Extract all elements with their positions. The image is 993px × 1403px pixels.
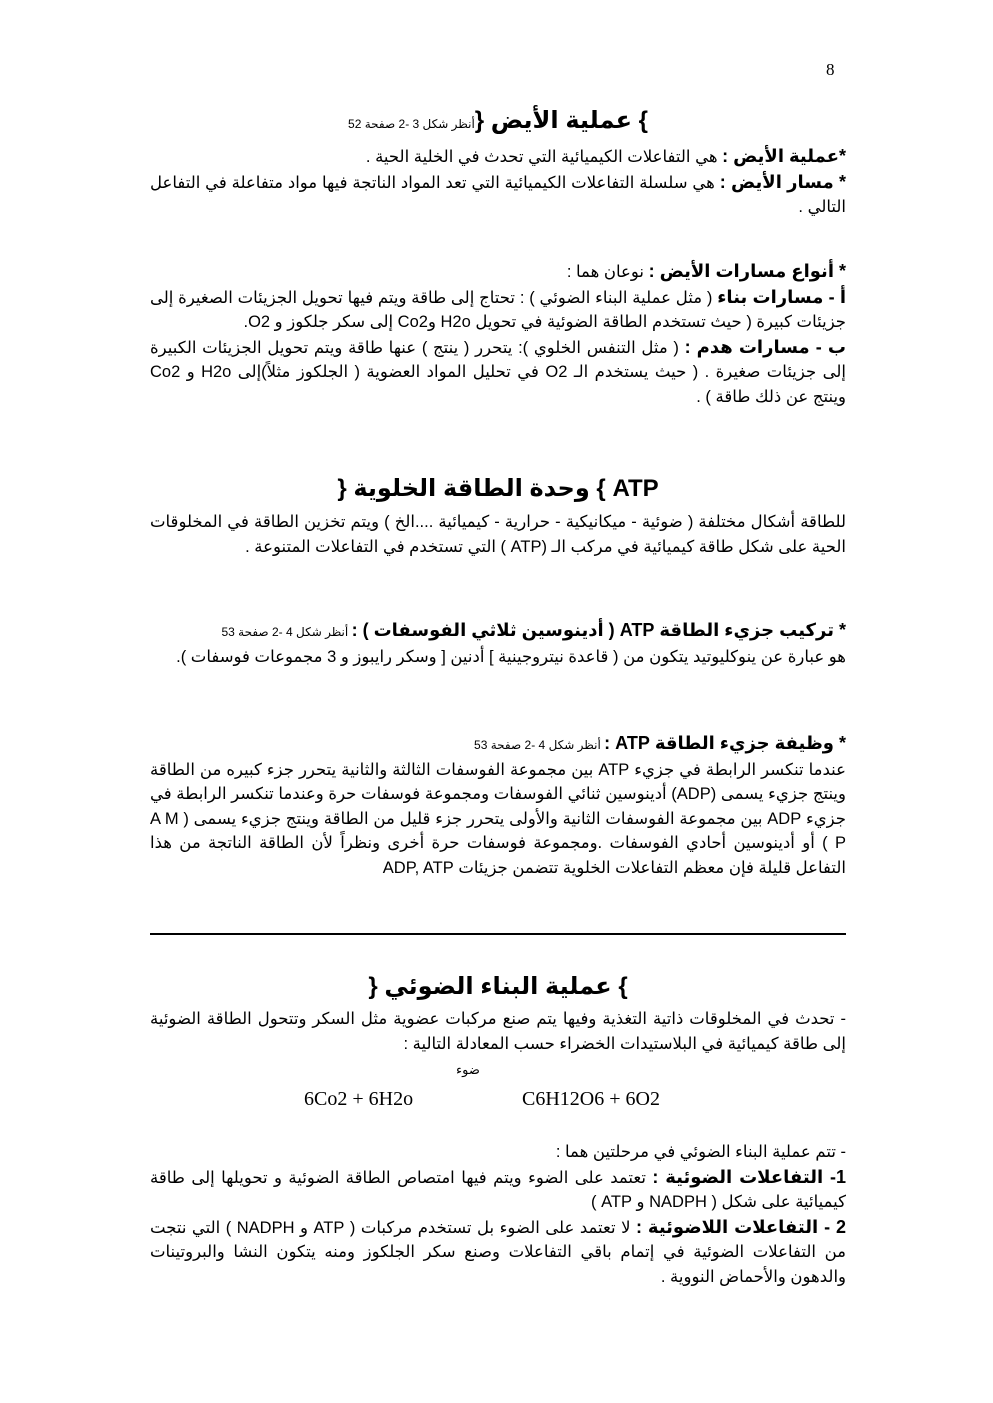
section-title-atp: ATP } وحدة الطاقة الخلوية { xyxy=(337,475,659,502)
atp-function xyxy=(150,731,846,880)
atp-function-figure-ref: أنظر شكل 4 -2 صفحة 53 xyxy=(474,738,605,752)
photosynthesis-stages xyxy=(150,1140,846,1289)
metabolic-pathway-definition: * مسار الأيض : هي سلسلة التفاعلات الكيميائية التي تعد المواد الناتجة فيها مواد متفاعلة في التفاعل التالي . xyxy=(150,171,846,216)
catabolic-pathway: ب - مسارات هدم : ( مثل التنفس الخلوي ): يتحرر ( ينتج ) عنها طاقة ويتم تحويل الجزيئات الكبيرة إلى جزيئات صغيرة . ( حيث يستخدم الـ O2 في تحليل المواد العضوية ( الجلكوز مثلاً)إلى H2o و Co2 وينتج عن ذلك طاقة ) . xyxy=(150,336,846,406)
metabolism-title: } عملية الأيض { xyxy=(474,107,648,134)
atp-structure-figure-ref: أنظر شكل 4 -2 صفحة 53 xyxy=(221,625,352,639)
atp-intro: للطاقة أشكال مختلفة ( ضوئية - ميكانيكية - حرارية - كيميائية ....الخ ) ويتم تخزين الطاقة في المخلوقات الحية على شكل طاقة كيميائية في مركب الـ (ATP ) التي تستخدم في التفاعلات المتنوعة . xyxy=(150,513,846,556)
atp-function-body: عندما تنكسر الرابطة في جزيء ATP بين مجموعة الفوسفات الثالثة والثانية يتحرر جزء كبيره من الطاقة وينتج جزيء يسمى (ADP) أدينوسين ثنائي الفوسفات ومجموعة فوسفات حرة وعندما تنكسر الرابطة في جزيء ADP بين مجموعة الفوسفات الثانية والأولى يتحرر جزء قليل من الطاقة وينتج جزيء يسمى ( A M P ) أو أدينوسين أحادي الفوسفات .ومجموعة فوسفات حرة أخرى ونظراً لأن الطاقة الناتجة من هذا التفاعل قليلة فإن معظم التفاعلات الخلوية تتضمن جزيئات ADP, ATP xyxy=(150,760,846,877)
equation-products: C6H12O6 + 6O2 xyxy=(522,1088,660,1110)
metabolic-pathway-term: * مسار الأيض : xyxy=(719,171,846,192)
section-title-metabolism xyxy=(150,106,846,139)
page-number: 8 xyxy=(826,60,835,79)
photosynthesis-intro: - تحدث في المخلوقات ذاتية التغذية وفيها يتم صنع مركبات عضوية مثل السكر وتتحول الطاقة الضوئية إلى طاقة كيميائية في البلاستيدات الخضراء حسب المعادلة التالية : xyxy=(150,1010,846,1053)
atp-structure xyxy=(150,618,846,669)
metabolism-term: *عملية الأيض : xyxy=(722,146,846,166)
atp-structure-body: هو عبارة عن ينوكليوتيد يتكون من ( قاعدة نيتروجينية ] أدنين [ وسكر رايبوز و 3 مجموعات فوسفات ). xyxy=(176,647,846,666)
atp-function-heading: * وظيفة جزيء الطاقة ATP : أنظر شكل 4 -2 صفحة 53 xyxy=(474,733,846,753)
anabolic-pathway: أ - مسارات بناء ( مثل عملية البناء الضوئي ) : تحتاج إلى طاقة ويتم فيها تحويل الجزيئات الصغيرة إلى جزيئات كبيرة ( حيث تستخدم الطاقة الضوئية في تحويل H2o وCo2 إلى سكر جلكوز و O2. xyxy=(150,286,846,331)
pathway-types xyxy=(150,259,846,409)
metabolism-definitions xyxy=(150,144,846,220)
equation-reactants: 6Co2 + 6H2o xyxy=(304,1088,414,1110)
metabolism-figure-ref: أنظر شكل 3 -2 صفحة 52 xyxy=(348,117,475,131)
dark-reactions: 2 - التفاعلات اللاضوئية : لا تعتمد على الضوء بل تستخدم مركبات ( ATP و NADPH ) التي نتجت من التفاعلات الضوئية في إتمام باقي التفاعلات وصنع سكر الجلكوز ومنه يتكون النشا والبروتينات والدهون والأحماض النووية . xyxy=(150,1216,846,1286)
section-title-photosynthesis: } عملية البناء الضوئي { xyxy=(368,973,628,1000)
photosynthesis-equation xyxy=(150,1062,846,1118)
light-reactions: 1- التفاعلات الضوئية : تعتمد على الضوء ويتم فيها امتصاص الطاقة الضوئية و تحويلها إلى طاقة كيميائية على شكل ( NADPH و ATP ) xyxy=(150,1166,846,1211)
pathway-types-heading: * أنواع مسارات الأيض : نوعان هما : xyxy=(566,261,846,281)
equation-light-label: ضوء xyxy=(456,1062,480,1077)
section-divider xyxy=(150,933,846,935)
stages-intro: - تتم عملية البناء الضوئي في مرحلتين هما : xyxy=(555,1143,846,1161)
metabolism-definition: *عملية الأيض : هي التفاعلات الكيميائية التي تحدث في الخلية الحية . xyxy=(365,146,846,166)
atp-structure-heading: * تركيب جزيء الطاقة ATP ( أدينوسين ثلاثي الفوسفات ) : أنظر شكل 4 -2 صفحة 53 xyxy=(221,620,846,640)
